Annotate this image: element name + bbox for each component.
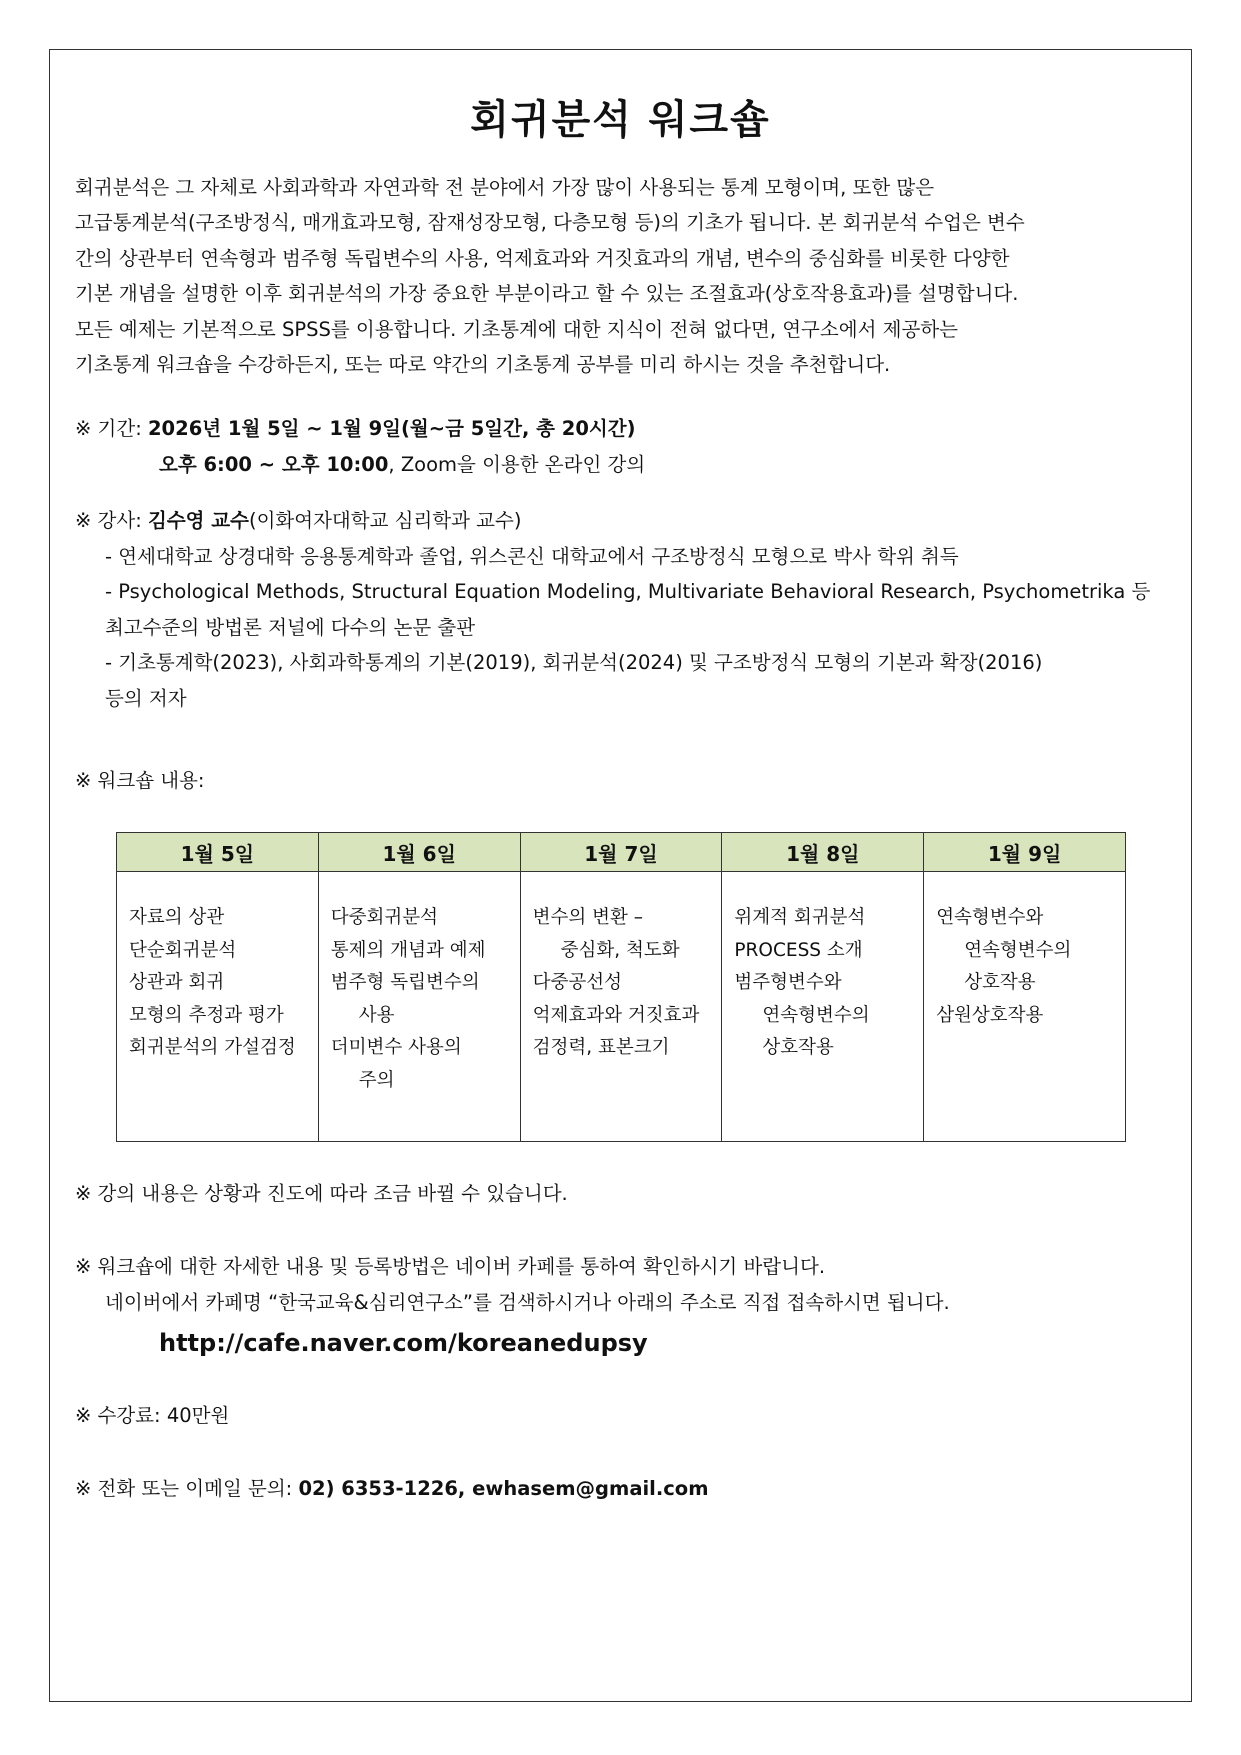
cafe-line: ※ 워크숍에 대한 자세한 내용 및 등록방법은 네이버 카페를 통하여 확인하시기 바랍니다. [75, 1255, 826, 1278]
workshop-label [75, 763, 205, 799]
schedule-day-cell [722, 872, 924, 1142]
schedule-topic: 자료의 상관 [129, 907, 225, 928]
instructor-affiliation: (이화여자대학교 심리학과 교수) [248, 509, 522, 532]
instructor-bio-line: - 연세대학교 상경대학 응용통계학과 졸업, 위스콘신 대학교에서 구조방정식 모형으로 박사 학위 취득 [105, 544, 959, 568]
intro-line: 모든 예제는 기본적으로 SPSS를 이용합니다. 기초통계에 대한 지식이 전혀 없다면, 연구소에서 제공하는 [75, 317, 958, 341]
instructor-name: 김수영 교수 [147, 509, 249, 532]
schedule-topic: 통제의 개념과 예제 [330, 939, 486, 961]
schedule-topic: 상관과 회귀 [129, 972, 225, 993]
schedule-topic: 범주형 독립변수의 [330, 972, 480, 993]
period-dates: 2026년 1월 5일 ~ 1월 9일(월~금 5일간, 총 20시간) [147, 417, 636, 440]
contact-section [75, 1471, 709, 1507]
schedule-topic: 상호작용 [964, 972, 1036, 993]
schedule-topic: 변수의 변환 – [532, 907, 643, 928]
intro-line: 간의 상관부터 연속형과 범주형 독립변수의 사용, 억제효과와 거짓효과의 개념, 변수의 중심화를 비롯한 다양한 [75, 246, 1010, 270]
schedule-topic: 중심화, 척도화 [560, 939, 680, 961]
schedule-topic: 사용 [358, 1004, 395, 1026]
schedule-header-row [117, 833, 1126, 872]
schedule-header-cell: 1월 6일 [318, 833, 520, 872]
schedule-topic: 다중회귀분석 [330, 907, 439, 928]
schedule-topic: 연속형변수의 [762, 1004, 870, 1026]
period-time: 오후 6:00 ~ 오후 10:00 [159, 452, 389, 476]
schedule-header-cell: 1월 9일 [924, 833, 1126, 872]
intro-paragraph [75, 170, 1175, 382]
period-mode: , Zoom을 이용한 온라인 강의 [388, 452, 646, 476]
cafe-section [75, 1249, 950, 1366]
schedule-topic: 연속형변수의 [964, 939, 1072, 961]
schedule-day-cell [924, 872, 1126, 1142]
notice-section [75, 1176, 568, 1212]
workshop-label-text: ※ 워크숍 내용: [75, 769, 205, 792]
schedule-topic: 주의 [358, 1069, 395, 1091]
contact-label: ※ 전화 또는 이메일 문의: [75, 1477, 299, 1500]
schedule-header-cell: 1월 5일 [117, 833, 319, 872]
instructor-bio-line: 등의 저자 [105, 686, 187, 710]
intro-line: 기초통계 워크숍을 수강하든지, 또는 따로 약간의 기초통계 공부를 미리 하시는 것을 추천합니다. [75, 352, 891, 376]
schedule-day-cell [318, 872, 520, 1142]
schedule-topic: 검정력, 표본크기 [532, 1037, 670, 1058]
cafe-line: 네이버에서 카페명 “한국교육&심리연구소”를 검색하시거나 아래의 주소로 직접 접속하시면 됩니다. [105, 1290, 950, 1314]
schedule-topic: 삼원상호작용 [936, 1004, 1044, 1026]
period-label: ※ 기간: [75, 417, 148, 440]
intro-line: 회귀분석은 그 자체로 사회과학과 자연과학 전 분야에서 가장 많이 사용되는 통계 모형이며, 또한 많은 [75, 176, 935, 199]
cafe-url-link[interactable]: http://cafe.naver.com/koreanedupsy [159, 1329, 648, 1357]
schedule-topic: 단순회귀분석 [129, 939, 237, 961]
schedule-topic: 다중공선성 [532, 972, 622, 993]
schedule-day-cell [117, 872, 319, 1142]
schedule-header-cell: 1월 8일 [722, 833, 924, 872]
contact-value: 02) 6353-1226, ewhasem@gmail.com [298, 1477, 709, 1500]
schedule-topic: 억제효과와 거짓효과 [532, 1004, 700, 1026]
schedule-topic: 모형의 추정과 평가 [129, 1004, 284, 1026]
schedule-topic: 더미변수 사용의 [330, 1037, 462, 1058]
fee-text: ※ 수강료: 40만원 [75, 1404, 230, 1427]
schedule-header-cell: 1월 7일 [520, 833, 722, 872]
instructor-label: ※ 강사: [75, 509, 148, 532]
intro-line: 기본 개념을 설명한 이후 회귀분석의 가장 중요한 부분이라고 할 수 있는 조절효과(상호작용효과)를 설명합니다. [75, 282, 1019, 306]
schedule-day-cell [520, 872, 722, 1142]
instructor-section [75, 503, 1150, 716]
notice-text: ※ 강의 내용은 상황과 진도에 따라 조금 바뀔 수 있습니다. [75, 1182, 568, 1205]
schedule-topic: 범주형변수와 [734, 972, 842, 993]
schedule-table [116, 832, 1126, 1142]
intro-line: 고급통계분석(구조방정식, 매개효과모형, 잠재성장모형, 다층모형 등)의 기초가 됩니다. 본 회귀분석 수업은 변수 [75, 211, 1025, 235]
schedule-content-row [117, 872, 1126, 1142]
fee-section [75, 1398, 229, 1434]
schedule-topic: 연속형변수와 [936, 907, 1044, 928]
instructor-bio-line: - 기초통계학(2023), 사회과학통계의 기본(2019), 회귀분석(2024) 및 구조방정식 모형의 기본과 확장(2016) [105, 651, 1043, 674]
instructor-bio-line: 최고수준의 방법론 저널에 다수의 논문 출판 [105, 615, 476, 639]
schedule-topic: 위계적 회귀분석 [734, 907, 866, 928]
schedule-topic: 회귀분석의 가설검정 [129, 1037, 296, 1058]
instructor-bio-line: - Psychological Methods, Structural Equation Modeling, Multivariate Behavioral Research, Psychometrika 등 [105, 580, 1151, 603]
schedule-topic: 상호작용 [762, 1037, 834, 1058]
schedule-topic: PROCESS 소개 [734, 939, 863, 961]
period-section [75, 411, 645, 482]
page-title: 회귀분석 워크숍 [470, 97, 771, 143]
